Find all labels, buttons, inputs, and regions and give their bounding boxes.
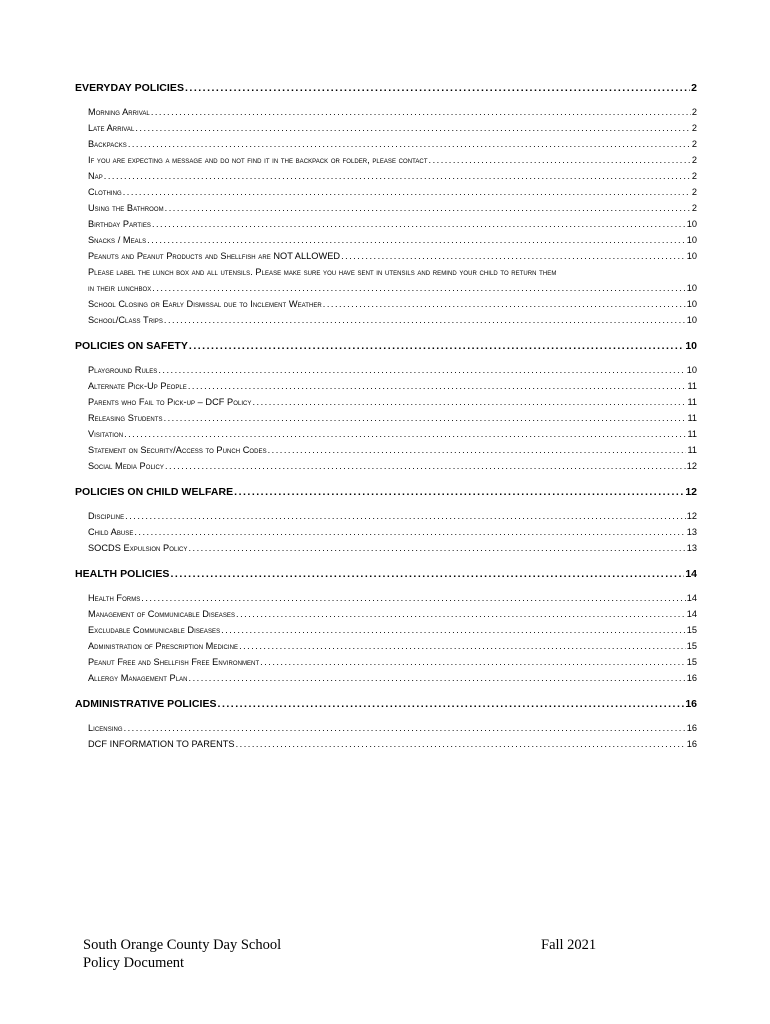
toc-entry[interactable] [75,458,697,474]
toc-section-health [75,566,697,686]
toc-section-heading[interactable] [75,338,697,354]
dot-leader [165,458,686,474]
toc-entry[interactable] [75,606,697,622]
toc-entry[interactable] [75,524,697,540]
dot-leader [165,200,691,216]
entry-label: Licensing [88,723,123,733]
entry-page-number: 12 [686,511,697,521]
toc-entry[interactable] [75,442,697,458]
dot-leader [152,216,686,232]
entry-page-number: 2 [691,171,697,181]
toc-entry[interactable] [75,152,697,168]
entry-label: Nap [88,171,103,181]
section-page-number: 2 [691,82,697,94]
entry-page-number: 16 [686,739,697,749]
entry-page-number: 10 [686,315,697,325]
entry-page-number: 2 [691,107,697,117]
toc-entry[interactable] [75,720,697,736]
section-title: EVERYDAY POLICIES [75,82,184,94]
entry-label: Snacks / Meals [88,235,147,245]
toc-entry[interactable] [75,216,697,232]
toc-entry[interactable] [75,394,697,410]
dot-leader [188,378,687,394]
entry-page-number: 10 [686,283,697,293]
toc-entry[interactable] [75,654,697,670]
dot-leader [185,80,690,96]
entry-page-number: 12 [686,461,697,471]
dot-leader [341,248,686,264]
entry-label: Parents who Fail to Pick-up – DCF Policy [88,397,252,407]
entry-page-number: 13 [686,527,697,537]
toc-entry[interactable] [75,590,697,606]
entry-label: If you are expecting a message and do not find it in the backpack or folder, please contact [88,155,428,165]
dot-leader [189,338,684,354]
entry-label-continued: in their lunchbox [88,283,152,293]
section-title: POLICIES ON SAFETY [75,340,188,352]
toc-entry[interactable] [75,426,697,442]
dot-leader [104,168,691,184]
dot-leader [236,606,686,622]
entry-page-number: 10 [686,251,697,261]
dot-leader [260,654,686,670]
entry-page-number: 15 [686,625,697,635]
dot-leader [158,362,685,378]
entry-label: Social Media Policy [88,461,164,471]
entry-page-number: 10 [686,219,697,229]
section-title: HEALTH POLICIES [75,568,170,580]
dot-leader [134,524,685,540]
toc-entry[interactable] [75,362,697,378]
entry-page-number: 10 [686,365,697,375]
dot-leader [128,136,691,152]
toc-section-administrative [75,696,697,752]
section-page-number: 12 [685,486,697,498]
entry-label: School/Class Trips [88,315,163,325]
entry-page-number: 15 [686,657,697,667]
dot-leader [123,184,691,200]
entry-page-number: 2 [691,123,697,133]
entry-page-number: 11 [687,397,697,407]
entry-label: Excludable Communicable Diseases [88,625,221,635]
entry-label: Child Abuse [88,527,134,537]
toc-section-heading[interactable] [75,80,697,96]
entry-page-number: 11 [687,413,697,423]
toc-entry[interactable] [75,120,697,136]
section-page-number: 16 [685,698,697,710]
entry-page-number: 11 [687,381,697,391]
toc-section-safety [75,338,697,474]
section-page-number: 10 [685,340,697,352]
footer-term: Fall 2021 [541,937,597,953]
entry-label: Releasing Students [88,413,163,423]
toc-entry[interactable] [75,264,697,296]
dot-leader [189,670,686,686]
entry-label: SOCDS Expulsion Policy [88,543,188,553]
dot-leader [188,540,685,556]
dot-leader [151,104,691,120]
dot-leader [124,426,686,442]
toc-entry[interactable] [75,136,697,152]
entry-label: Please label the lunch box and all utensils. Please make sure you have sent in utensils and remind your child to return them [88,267,557,277]
entry-label: Morning Arrival [88,107,150,117]
toc-entry[interactable] [75,378,697,394]
dot-leader [141,590,685,606]
table-of-contents [75,80,697,762]
entry-label: Alternate Pick-Up People [88,381,187,391]
footer-school-name [83,936,281,972]
entry-page-number: 11 [687,429,697,439]
toc-entry[interactable] [75,622,697,638]
toc-section-everyday-policies [75,80,697,328]
entry-page-number: 2 [691,139,697,149]
toc-entry[interactable] [75,232,697,248]
entry-page-number: 16 [686,673,697,683]
dot-leader [135,120,691,136]
dot-leader [268,442,687,458]
entry-page-number: 16 [686,723,697,733]
entry-page-number: 14 [686,593,697,603]
dot-leader [221,622,686,638]
toc-entry[interactable] [75,312,697,328]
dot-leader [253,394,687,410]
dot-leader [429,152,691,168]
entry-page-number: 2 [691,155,697,165]
toc-entry[interactable] [75,296,697,312]
entry-label: Administration of Prescription Medicine [88,641,239,651]
entry-page-number: 15 [686,641,697,651]
toc-entry[interactable] [75,168,697,184]
dot-leader [152,280,685,296]
dot-leader [164,410,687,426]
entry-page-number: 13 [686,543,697,553]
dot-leader [125,508,686,524]
entry-label-emphasis: NOT ALLOWED [273,251,341,261]
toc-entry[interactable] [75,736,697,752]
entry-label: Playground Rules [88,365,158,375]
entry-label: Backpacks [88,139,127,149]
dot-leader [234,484,684,500]
toc-section-child-welfare [75,484,697,556]
entry-label: Visitation [88,429,124,439]
entry-label: Statement on Security/Access to Punch Codes [88,445,267,455]
toc-section-heading[interactable] [75,566,697,582]
dot-leader [239,638,686,654]
section-title: ADMINISTRATIVE POLICIES [75,698,217,710]
entry-label: Clothing [88,187,122,197]
dot-leader [147,232,686,248]
toc-entry[interactable] [75,670,697,686]
footer-line-school: South Orange County Day School [83,937,282,953]
dot-leader [236,736,686,752]
entry-page-number: 10 [686,299,697,309]
entry-label: School Closing or Early Dismissal due to Inclement Weather [88,299,322,309]
toc-entry[interactable] [75,410,697,426]
toc-section-heading[interactable] [75,696,697,712]
toc-entry[interactable] [75,184,697,200]
entry-page-number: 14 [686,609,697,619]
entry-label: Peanut Free and Shellfish Free Environment [88,657,260,667]
entry-page-number: 10 [686,235,697,245]
dot-leader [164,312,686,328]
dot-leader [323,296,686,312]
entry-label: Discipline [88,511,125,521]
entry-page-number: 11 [687,445,697,455]
entry-page-number: 2 [691,203,697,213]
toc-entry[interactable] [75,104,697,120]
entry-page-number: 2 [691,187,697,197]
entry-label: Peanuts and Peanut Products and Shellfish are [88,251,271,261]
toc-entry[interactable] [75,248,697,264]
entry-label: Health Forms [88,593,141,603]
toc-section-heading[interactable] [75,484,697,500]
section-page-number: 14 [685,568,697,580]
dot-leader [218,696,685,712]
dot-leader [124,720,686,736]
entry-label: DCF INFORMATION TO PARENTS [88,739,235,749]
toc-entry[interactable] [75,508,697,524]
dot-leader [170,566,684,582]
toc-entry[interactable] [75,200,697,216]
entry-label: Allergy Management Plan [88,673,188,683]
entry-label: Birthday Parties [88,219,151,229]
toc-entry[interactable] [75,638,697,654]
entry-label: Using the Bathroom [88,203,164,213]
entry-label: Late Arrival [88,123,135,133]
entry-label: Management of Communicable Diseases [88,609,236,619]
section-title: POLICIES ON CHILD WELFARE [75,486,234,498]
toc-entry[interactable] [75,540,697,556]
footer-line-document: Policy Document [83,955,185,971]
